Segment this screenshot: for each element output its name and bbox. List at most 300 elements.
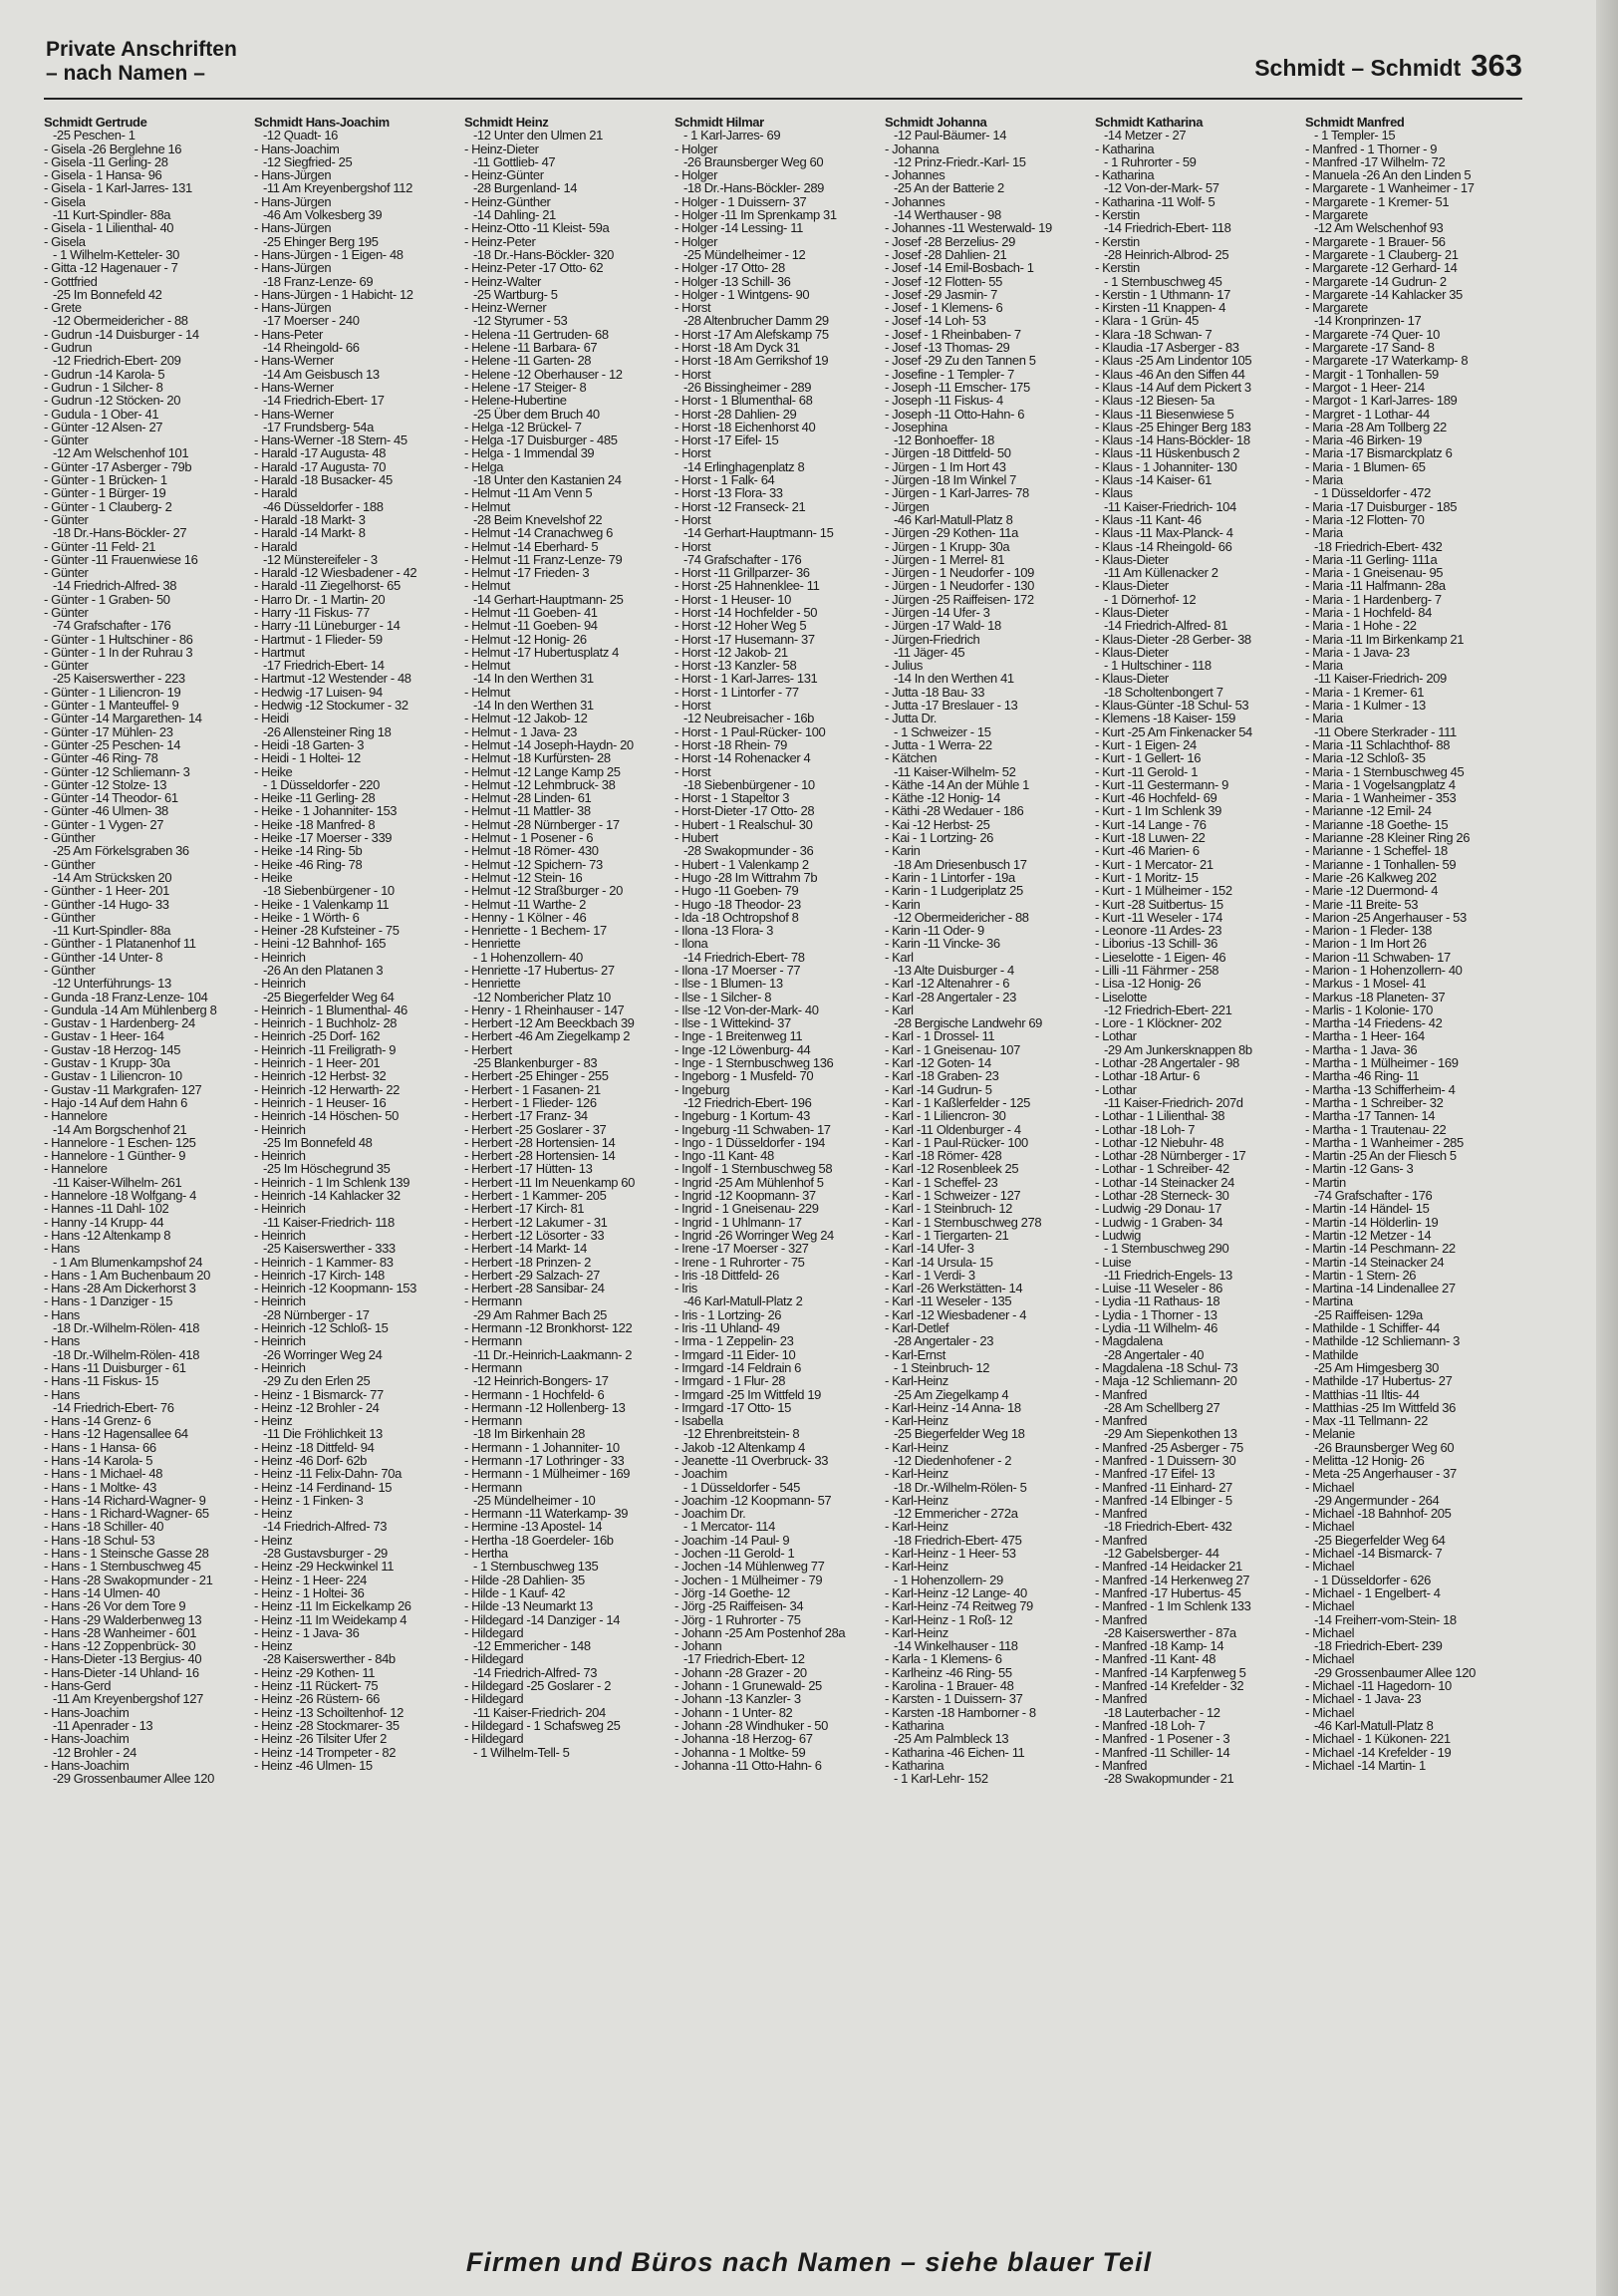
listing-entry: - Karl-Heinz [885, 1373, 948, 1389]
listing-entry: - Gudula - 1 Ober- 41 [44, 406, 159, 422]
listing-entry: -25 Biegerfelder Weg 64 [1314, 1532, 1446, 1548]
listing-entry: - Horst - 1 Paul-Rücker- 100 [674, 723, 826, 739]
listing-entry: - Hans [44, 1386, 80, 1402]
listing-entry: - Joachim -12 Koopmann- 57 [674, 1492, 832, 1508]
listing-entry: - Margarete [1305, 300, 1368, 316]
listing-entry: - Martin -12 Metzer - 14 [1305, 1227, 1432, 1243]
listing-entry: - Hans -12 Altenkamp 8 [44, 1227, 171, 1243]
listing-entry: - Lothar - 1 Lilienthal- 38 [1095, 1108, 1225, 1124]
listing-entry: -28 Burgenland- 14 [473, 180, 578, 196]
listing-entry: - Karin - 1 Ludgeriplatz 25 [885, 883, 1023, 899]
listing-entry: - Helene -17 Steiger- 8 [464, 379, 587, 395]
listing-entry: - Klaus -11 Kant- 46 [1095, 511, 1202, 527]
listing-entry: - Heinrich [254, 1227, 306, 1243]
listing-entry: - Heinz [254, 1506, 293, 1522]
listing-entry: - Manfred [1095, 1386, 1148, 1402]
listing-entry: - 1 Düsseldorfer - 626 [1314, 1572, 1431, 1587]
listing-entry: -11 Apenrader - 13 [53, 1717, 153, 1733]
listing-entry: - Heinrich - 1 Kammer- 83 [254, 1254, 394, 1270]
listing-entry: - Kerstin [1095, 207, 1140, 223]
listing-entry: -29 Angermunder - 264 [1314, 1492, 1440, 1508]
section-title-line1: Private Anschriften [46, 38, 237, 61]
listing-entry: - Klaus - 1 Johanniter- 130 [1095, 458, 1237, 474]
listing-entry: - Klaus -25 Ehinger Berg 183 [1095, 419, 1251, 434]
listing-entry: -18 Friedrich-Ebert- 475 [894, 1532, 1022, 1548]
listing-entry: -11 Am Küllenacker 2 [1104, 565, 1218, 581]
listing-entry: - Maria [1305, 472, 1343, 488]
listing-entry: -12 Gabelsberger- 44 [1104, 1546, 1219, 1562]
listing-entry: - Ilse -12 Von-der-Mark- 40 [674, 1002, 819, 1017]
listing-entry: -25 Kaiserswerther - 223 [53, 671, 185, 687]
listing-entry: - Kurt -11 Weseler - 174 [1095, 909, 1222, 925]
listing-entry: - Karl - 1 Sternbuschweg 278 [885, 1214, 1042, 1230]
listing-entry: - Margarete - 1 Brauer- 56 [1305, 233, 1446, 249]
listing-entry: - Marion - 1 Hohenzollern- 40 [1305, 963, 1463, 978]
listing-entry: -28 Gustavsburger - 29 [263, 1546, 388, 1562]
listing-entry: -18 Siebenbürgener - 10 [263, 883, 395, 899]
column-head-entry: Schmidt Gertrude [44, 116, 147, 130]
listing-entry: - Maja -12 Schliemann- 20 [1095, 1373, 1237, 1389]
listing-entry: - Heinz-Werner [464, 300, 547, 316]
listing-entry: -17 Friedrich-Ebert- 14 [263, 658, 385, 674]
listing-entry: - Harald -14 Markt- 8 [254, 525, 366, 541]
listing-entry: - Harald -18 Busacker- 45 [254, 472, 393, 488]
listing-entry: -25 Am Himgesberg 30 [1314, 1359, 1439, 1375]
listing-entry: - Margarete -12 Gerhard- 14 [1305, 260, 1458, 276]
listing-entry: - Kai -12 Herbst- 25 [885, 816, 990, 832]
listing-entry: - Johann -28 Windhuker - 50 [674, 1717, 828, 1733]
listing-entry: - Heinz -12 Brohler - 24 [254, 1399, 380, 1415]
listing-entry: - Helene -11 Barbara- 67 [464, 340, 598, 356]
listing-entry: - Karl-Detlef [885, 1320, 949, 1336]
listing-entry: - Gustav - 1 Krupp- 30a [44, 1055, 170, 1071]
listing-entry: - Klara -18 Schwan- 7 [1095, 326, 1213, 342]
listing-entry: - Horst -28 Dahlien- 29 [674, 406, 797, 422]
listing-entry: - Hilde -28 Dahlien- 35 [464, 1572, 585, 1587]
listing-entry: - Horst -17 Am Alefskamp 75 [674, 326, 829, 342]
listing-entry: - Kätchen [885, 750, 938, 766]
listing-entry: - Günter - 1 In der Ruhrau 3 [44, 644, 193, 660]
listing-entry: -12 Am Welschenhof 93 [1314, 220, 1444, 236]
listing-entry: - Heinz -11 Rückert- 75 [254, 1678, 379, 1694]
listing-entry: - Karl-Heinz -12 Lange- 40 [885, 1584, 1027, 1600]
listing-entry: -12 Brohler - 24 [53, 1744, 136, 1760]
listing-entry: - Karl - 1 Tiergarten- 21 [885, 1227, 1009, 1243]
listing-entry: - Günter -12 Alsen- 27 [44, 419, 163, 434]
listing-entry: - Helga - 1 Immendal 39 [464, 445, 595, 461]
listing-entry: - Karl -11 Oldenburger - 4 [885, 1121, 1021, 1137]
listing-entry: - Lothar - 1 Schreiber- 42 [1095, 1161, 1229, 1177]
listing-entry: - Joachim Dr. [674, 1506, 746, 1522]
listing-entry: - Helmut -12 Lange Kamp 25 [464, 763, 621, 779]
listing-entry: - Heinrich -25 Dorf- 162 [254, 1028, 381, 1044]
listing-entry: - Hans -28 Swakopmunder - 21 [44, 1572, 213, 1587]
listing-entry: - Helmut -12 Lehmbruck- 38 [464, 776, 616, 792]
listing-entry: - 1 Sternbuschweg 45 [1104, 273, 1222, 289]
listing-entry: - Jakob -12 Altenkamp 4 [674, 1439, 805, 1455]
listing-entry: - Maria [1305, 711, 1343, 726]
listing-entry: - Iris - 1 Lortzing- 26 [674, 1306, 782, 1322]
listing-entry: - Karin - 1 Lintorfer - 19a [885, 869, 1015, 885]
listing-entry: - Irene - 1 Ruhrorter - 75 [674, 1254, 805, 1270]
listing-entry: - Jürgen - 1 Neudorfer - 109 [885, 565, 1034, 581]
listing-entry: - Kurt - 1 Im Schlenk 39 [1095, 803, 1221, 819]
listing-entry: - Heinrich [254, 976, 306, 992]
listing-entry: - Marianne - 1 Tonhallen- 59 [1305, 856, 1457, 872]
listing-entry: - Hermann - 1 Johanniter- 10 [464, 1439, 620, 1455]
page-number: 363 [1471, 48, 1522, 83]
listing-entry: - Herbert -28 Sansibar- 24 [464, 1281, 605, 1296]
listing-entry: - Herbert -17 Kirch- 81 [464, 1201, 585, 1217]
listing-entry: - Martha - 1 Mülheimer - 169 [1305, 1055, 1459, 1071]
listing-entry: - Karl-Heinz - 1 Heer- 53 [885, 1546, 1016, 1562]
listing-entry: - Mathilde - 1 Schiffer- 44 [1305, 1320, 1440, 1336]
listing-entry: -14 Friedrich-Ebert- 17 [263, 393, 385, 409]
listing-entry: - Melanie [1305, 1426, 1355, 1442]
listing-entry: -11 Kaiser-Wilhelm- 261 [53, 1174, 182, 1190]
listing-entry: - Hans -28 Wanheimer - 601 [44, 1624, 197, 1640]
column-head-entry: Schmidt Manfred [1305, 116, 1405, 130]
listing-entry: - 1 Hohenzollern- 29 [894, 1572, 1003, 1587]
listing-entry: - Martina -14 Lindenallee 27 [1305, 1281, 1456, 1296]
listing-entry: - Hans [44, 1306, 80, 1322]
listing-entry: - Martin -12 Gans- 3 [1305, 1161, 1414, 1177]
listing-entry: -74 Grafschafter - 176 [683, 551, 802, 567]
listing-entry: - Ilona -13 Flora- 3 [674, 923, 773, 939]
listing-entry: - Heike - 1 Johanniter- 153 [254, 803, 398, 819]
listing-entry: - Günter -25 Peschen- 14 [44, 736, 181, 752]
listing-entry: - Jürgen-Friedrich [885, 631, 980, 647]
listing-entry: - Marie -26 Kalkweg 202 [1305, 869, 1437, 885]
listing-entry: - Karlheinz -46 Ring- 55 [885, 1664, 1012, 1680]
listing-entry: - Johann - 1 Grunewald- 25 [674, 1678, 822, 1694]
listing-entry: - Mathilde -17 Hubertus- 27 [1305, 1373, 1453, 1389]
listing-entry: - Magdalena -18 Schul- 73 [1095, 1359, 1238, 1375]
listing-entry: - Heinz -14 Ferdinand- 15 [254, 1479, 393, 1495]
listing-entry: - Helmut - 1 Posener - 6 [464, 830, 594, 846]
listing-entry: - Hermann -11 Waterkamp- 39 [464, 1506, 629, 1522]
listing-entry: - Iris [674, 1281, 697, 1296]
listing-entry: - Jürgen -18 Im Winkel 7 [885, 472, 1017, 488]
listing-entry: - Günther - 1 Heer- 201 [44, 883, 169, 899]
listing-entry: - Hartmut - 1 Flieder- 59 [254, 631, 383, 647]
listing-entry: - Melitta -12 Honig- 26 [1305, 1452, 1425, 1468]
listing-entry: - Lothar -18 Loh- 7 [1095, 1121, 1196, 1137]
listing-entry: -18 Dr.-Hans-Böckler- 289 [683, 180, 824, 196]
listing-entry: - Heike -46 Ring- 78 [254, 856, 363, 872]
listing-entry: - Hans-Dieter -14 Uhland- 16 [44, 1664, 199, 1680]
listing-entry: - Karl -14 Gudrun- 5 [885, 1081, 992, 1097]
listing-entry: - Heinz - 1 Holtei- 36 [254, 1584, 365, 1600]
listing-entry: - Ilse - 1 Blumen- 13 [674, 976, 783, 992]
listing-column [1095, 116, 1305, 2228]
listing-entry: -28 Swakopmunder - 21 [1104, 1771, 1234, 1787]
listing-entry: - Günter -46 Ring- 78 [44, 750, 158, 766]
listing-entry: - Ingrid -26 Worringer Weg 24 [674, 1227, 834, 1243]
listing-entry: - Martina [1305, 1293, 1353, 1309]
listing-entry: - Günther [44, 830, 96, 846]
listing-entry: - Lothar -18 Artur- 6 [1095, 1068, 1201, 1084]
listing-entry: - Günther -14 Unter- 8 [44, 949, 163, 965]
listing-entry: -18 Dr.-Hans-Böckler- 320 [473, 246, 614, 262]
listing-entry: - Heinz - 1 Finken- 3 [254, 1492, 364, 1508]
listing-entry: - Helmut -18 Kurfürsten- 28 [464, 750, 611, 766]
listing-entry: -26 Bissingheimer - 289 [683, 379, 812, 395]
listing-entry: - Herbert -29 Salzach- 27 [464, 1267, 600, 1283]
listing-entry: - Klaus -46 An den Siffen 44 [1095, 366, 1245, 382]
listing-entry: - Heinz - 1 Heer- 224 [254, 1572, 367, 1587]
listing-entry: - Helene -11 Garten- 28 [464, 353, 592, 369]
listing-entry: -25 Raiffeisen- 129a [1314, 1306, 1423, 1322]
listing-entry: - Hannelore - 1 Günther- 9 [44, 1148, 186, 1164]
listing-entry: -18 Im Birkenhain 28 [473, 1426, 585, 1442]
listing-entry: -46 Düsseldorfer - 188 [263, 498, 384, 514]
listing-entry: -14 In den Werthen 31 [473, 671, 594, 687]
listing-entry: - Karl-Heinz -14 Anna- 18 [885, 1399, 1021, 1415]
listing-entry: - Helmut -12 Jakob- 12 [464, 711, 588, 726]
listing-entry: - Maria - 1 Hohe - 22 [1305, 618, 1417, 634]
listing-entry: -11 Kurt-Spindler- 88a [53, 207, 171, 223]
listing-entry: - Horst - 1 Karl-Jarres- 131 [674, 671, 818, 687]
listing-entry: - Herbert -11 Im Neuenkamp 60 [464, 1174, 635, 1190]
listing-entry: -17 Frundsberg- 54a [263, 419, 374, 434]
listing-entry: - Heinz -46 Dorf- 62b [254, 1452, 367, 1468]
listing-entry: -28 Nürnberger - 17 [263, 1306, 370, 1322]
listing-entry: - Irene -17 Moerser - 327 [674, 1241, 809, 1257]
listing-entry: - Maria [1305, 658, 1343, 674]
listing-entry: - Helmut [464, 658, 510, 674]
listing-entry: - Gustav - 1 Hardenberg- 24 [44, 1015, 195, 1031]
listing-entry: -46 Karl-Matull-Platz 8 [1314, 1717, 1434, 1733]
running-head [1254, 48, 1522, 84]
listing-entry: - Günter [44, 658, 89, 674]
listing-entry: - Holger [674, 233, 718, 249]
listing-entry: - 1 Karl-Lehr- 152 [894, 1771, 988, 1787]
listing-entry: - Margarete [1305, 207, 1368, 223]
listing-entry: - Michael [1305, 1559, 1355, 1575]
listing-entry: -14 Friedrich-Ebert- 118 [1104, 220, 1231, 236]
listing-entry: -12 Emmericher - 272a [894, 1506, 1018, 1522]
listing-entry: - Ingrid - 1 Uhlmann- 17 [674, 1214, 802, 1230]
listing-entry: - Herbert - 1 Flieder- 126 [464, 1094, 597, 1110]
listing-entry: - Helga -12 Brückel- 7 [464, 419, 582, 434]
listing-entry: - Herbert -12 Am Beeckbach 39 [464, 1015, 635, 1031]
listing-entry: - Maria - 1 Hochfeld- 84 [1305, 604, 1432, 620]
listing-entry: - Horst [674, 698, 711, 714]
listing-entry: -26 Braunsberger Weg 60 [1314, 1439, 1455, 1455]
listing-entry: - Maria -11 Halfmann- 28a [1305, 578, 1446, 594]
listing-entry: -46 Am Volkesberg 39 [263, 207, 383, 223]
listing-entry: -12 Friedrich-Ebert- 196 [683, 1094, 812, 1110]
listing-entry: - Hannelore [44, 1161, 108, 1177]
listing-entry: - Hans -14 Richard-Wagner- 9 [44, 1492, 206, 1508]
listing-entry: - 1 Schweizer - 15 [894, 723, 991, 739]
listing-entry: - Helmut -12 Honig- 26 [464, 631, 587, 647]
column-head-entry: Schmidt Johanna [885, 116, 987, 130]
listing-entry: - Michael [1305, 1704, 1355, 1720]
listing-entry: - 1 Hohenzollern- 40 [473, 949, 583, 965]
listing-entry: - Manfred - 1 Im Schlenk 133 [1095, 1598, 1251, 1614]
listing-entry: - Martha - 1 Java- 36 [1305, 1041, 1418, 1057]
listing-entry: - Hans-Joachim [254, 141, 340, 156]
listing-entry: - Heinz-Otto -11 Kleist- 59a [464, 220, 610, 236]
listing-entry: -29 Am Junkersknappen 8b [1104, 1041, 1252, 1057]
listing-entry: - Helmut -14 Eberhard- 5 [464, 538, 599, 554]
listing-entry: - Joachim -14 Paul- 9 [674, 1532, 790, 1548]
listing-entry: - Heinz-Walter [464, 273, 541, 289]
listing-entry: - Josef -14 Loh- 53 [885, 313, 986, 329]
listing-entry: - Henriette -17 Hubertus- 27 [464, 963, 615, 978]
listing-entry: - Klaus -14 Kaiser- 61 [1095, 472, 1212, 488]
listing-entry: - Lydia -11 Wilhelm- 46 [1095, 1320, 1218, 1336]
listing-entry: -14 Erlinghagenplatz 8 [683, 458, 805, 474]
listing-entry: - Jörg -14 Goethe- 12 [674, 1584, 790, 1600]
listing-entry: - Helmut -17 Frieden- 3 [464, 565, 590, 581]
listing-entry: - Lothar [1095, 1081, 1137, 1097]
listing-entry: - Martin [1305, 1174, 1346, 1190]
listing-entry: -17 Moerser - 240 [263, 313, 360, 329]
listing-entry: -14 Metzer - 27 [1104, 128, 1187, 144]
listing-entry: -25 Wartburg- 5 [473, 286, 558, 302]
listing-entry: - Herbert - 1 Kammer- 205 [464, 1188, 607, 1204]
listing-entry: - Katharina [885, 1717, 944, 1733]
listing-entry: - Klaus-Günter -18 Schul- 53 [1095, 698, 1249, 714]
listing-entry: - Ingeborg - 1 Musfeld- 70 [674, 1068, 814, 1084]
listing-entry: - Michael [1305, 1519, 1355, 1535]
listing-entry: -12 Friedrich-Ebert- 209 [53, 353, 181, 369]
listing-entry: - Hilde -13 Neumarkt 13 [464, 1598, 593, 1614]
listing-entry: - Jutta - 1 Werra- 22 [885, 736, 992, 752]
listing-entry: -14 Friedrich-Alfred- 73 [473, 1664, 598, 1680]
listing-entry: - Horst -18 Rhein- 79 [674, 736, 787, 752]
listing-entry: -28 Swakopmunder - 36 [683, 843, 814, 859]
listing-entry: - Martin -14 Hölderlin- 19 [1305, 1214, 1439, 1230]
listing-entry: - Horst -18 Am Gerrikshof 19 [674, 353, 829, 369]
listing-entry: - Michael [1305, 1479, 1355, 1495]
listing-entry: - Kurt - 1 Moritz- 15 [1095, 869, 1199, 885]
listing-entry: - Maria [1305, 525, 1343, 541]
listing-entry: -14 Werthauser - 98 [894, 207, 1001, 223]
listing-entry: - Isabella [674, 1413, 723, 1429]
listing-entry: - Helmut -18 Römer- 430 [464, 843, 599, 859]
listing-entry: - Harald -11 Ziegelhorst- 65 [254, 578, 401, 594]
listing-entry: - Hubert - 1 Valenkamp 2 [674, 856, 809, 872]
listing-entry: - Hugo -18 Theodor- 23 [674, 896, 801, 912]
listing-entry: -13 Alte Duisburger - 4 [894, 963, 1014, 978]
listing-entry: - Hermann -12 Hollenberg- 13 [464, 1399, 626, 1415]
listing-entry: -11 Jäger- 45 [894, 644, 965, 660]
listing-entry: - Manfred -11 Schiller- 14 [1095, 1744, 1230, 1760]
listing-entry: - Margarete - 1 Clauberg- 21 [1305, 246, 1459, 262]
listing-entry: - Hildegard [464, 1624, 524, 1640]
listing-entry: - Klaus -11 Max-Planck- 4 [1095, 525, 1233, 541]
listing-entry: - Hartmut -12 Westender - 48 [254, 671, 411, 687]
listing-entry: -12 Emmericher - 148 [473, 1638, 591, 1654]
listing-entry: - Horst [674, 538, 711, 554]
listing-entry: - Günter -46 Ulmen- 38 [44, 803, 168, 819]
listing-entry: -29 Grossenbaumer Allee 120 [53, 1771, 214, 1787]
listing-entry: - Hans-Gerd [44, 1678, 112, 1694]
listing-entry: -18 Dr.-Hans-Böckler- 27 [53, 525, 187, 541]
listing-entry: - Hans - 1 Michael- 48 [44, 1466, 163, 1482]
listing-entry: - Hugo -11 Goeben- 79 [674, 883, 799, 899]
listing-entry: - Manfred -18 Kamp- 14 [1095, 1638, 1224, 1654]
listing-entry: - Karl -28 Angertaler - 23 [885, 989, 1016, 1004]
listing-entry: - Johann -13 Kanzler- 3 [674, 1691, 801, 1707]
listing-entry: - Günter -12 Stolze- 13 [44, 776, 167, 792]
listing-entry: - Margot - 1 Heer- 214 [1305, 379, 1425, 395]
listing-entry: - Horst -12 Hoher Weg 5 [674, 618, 807, 634]
listing-entry: -12 Bonhoeffer- 18 [894, 432, 994, 448]
listing-entry: - Hans-Jürgen - 1 Eigen- 48 [254, 246, 404, 262]
listing-entry: - Johannes [885, 167, 945, 183]
listing-entry: - Karin -11 Vincke- 36 [885, 936, 1000, 952]
listing-entry: - Klaus-Dieter -28 Gerber- 38 [1095, 631, 1251, 647]
listing-entry: - Hermann -12 Bronkhorst- 122 [464, 1320, 633, 1336]
listing-entry: - Harry -11 Lüneburger - 14 [254, 618, 401, 634]
listing-entry: - Holger - 1 Wintgens- 90 [674, 286, 810, 302]
listing-entry: - Gisela - 1 Karl-Jarres- 131 [44, 180, 192, 196]
listing-entry: - Henriette [464, 976, 521, 992]
listing-entry: - Matthias -11 Iltis- 44 [1305, 1386, 1420, 1402]
listing-entry: - Klaus [1095, 485, 1133, 501]
listing-entry: - Manfred -14 Herkenweg 27 [1095, 1572, 1250, 1587]
listing-entry: - Josef -14 Emil-Bosbach- 1 [885, 260, 1034, 276]
listing-entry: - Jürgen [885, 498, 930, 514]
listing-entry: - Ilse - 1 Wittekind- 37 [674, 1015, 791, 1031]
listing-entry: - Karin [885, 896, 921, 912]
listing-entry: - Kerstin [1095, 233, 1140, 249]
listing-entry: - Martha -14 Friedens- 42 [1305, 1015, 1443, 1031]
listing-entry: -28 Angertaler - 40 [1104, 1346, 1205, 1362]
listing-entry: - Ludwig -29 Donau- 17 [1095, 1201, 1222, 1217]
listing-entry: -25 Am Ziegelkamp 4 [894, 1386, 1009, 1402]
listing-entry: - Gunda -18 Franz-Lenze- 104 [44, 989, 208, 1004]
listing-entry: -11 Kaiser-Friedrich- 204 [473, 1704, 606, 1720]
listing-entry: - Günter - 1 Liliencron- 19 [44, 684, 181, 700]
listing-entry: -11 Obere Sterkrader - 111 [1314, 723, 1457, 739]
listing-entry: - Horst -14 Rohenacker 4 [674, 750, 811, 766]
listing-entry: - Horst [674, 511, 711, 527]
listing-entry: - Günter -14 Theodor- 61 [44, 790, 178, 806]
listing-entry: - 1 Dörnerhof- 12 [1104, 591, 1197, 607]
listing-entry: - Marion - 1 Fleder- 138 [1305, 923, 1432, 939]
listing-entry: - Josef - 1 Klemens- 6 [885, 300, 1003, 316]
listing-entry: - Horst [674, 366, 711, 382]
listing-entry: - Margarete -14 Kahlacker 35 [1305, 286, 1463, 302]
listing-entry: -11 Gottlieb- 47 [473, 153, 556, 169]
listing-entry: -11 Kurt-Spindler- 88a [53, 923, 171, 939]
listing-entry: - Johanna [885, 141, 940, 156]
listing-entry: -18 Dr.-Wilhelm-Rölen- 418 [53, 1320, 200, 1336]
listing-entry: - Hans -14 Grenz- 6 [44, 1413, 151, 1429]
listing-entry: - Karl -26 Werkstätten- 14 [885, 1281, 1023, 1296]
listing-entry: - Klaus -14 Rheingold- 66 [1095, 538, 1232, 554]
listing-entry: - Joachim [674, 1466, 727, 1482]
listing-entry: - Helmut -14 Cranachweg 6 [464, 525, 613, 541]
listing-entry: - Heinz [254, 1638, 293, 1654]
listing-entry: - Irmgard -25 Im Wittfeld 19 [674, 1386, 822, 1402]
listing-entry: - Günter - 1 Hultschiner - 86 [44, 631, 193, 647]
listing-entry: - Marianne -12 Emil- 24 [1305, 803, 1432, 819]
listing-entry: - Hans-Jürgen - 1 Habicht- 12 [254, 286, 413, 302]
listing-entry: - Günter - 1 Vygen- 27 [44, 816, 164, 832]
listing-entry: - Lothar -28 Nürnberger - 17 [1095, 1148, 1246, 1164]
listing-entry: - Günter -14 Margarethen- 14 [44, 711, 202, 726]
listing-entry: - Maria - 1 Vogelsangplatz 4 [1305, 776, 1456, 792]
listing-entry: - Herbert -18 Prinzen- 2 [464, 1254, 591, 1270]
listing-entry: -14 In den Werthen 31 [473, 698, 594, 714]
